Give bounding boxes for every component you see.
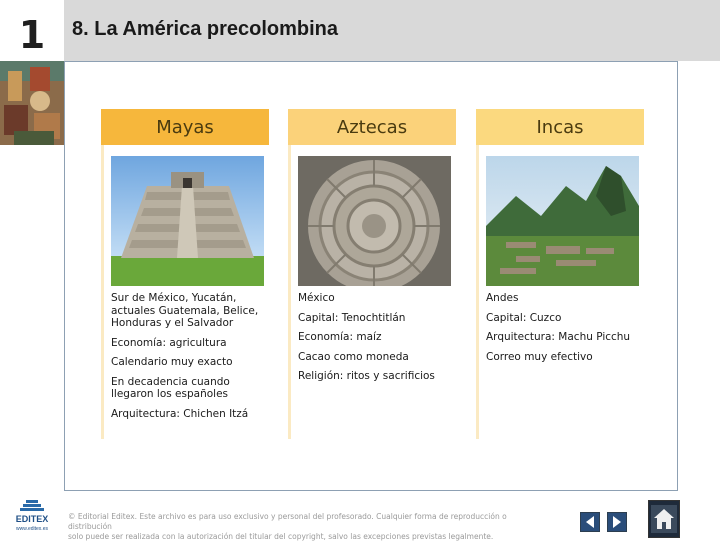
aztec-calendar-stone-image [298,156,451,286]
column-mayas [101,109,269,439]
column-heading: Mayas [101,109,269,145]
column-aztecas [288,109,456,439]
home-button[interactable] [648,500,680,538]
list-item: Capital: Tenochtitlán [298,311,406,324]
logo-text: EDITEX [15,514,49,524]
list-item: Economía: agricultura [111,336,227,349]
previous-button[interactable] [580,512,600,532]
chapter-mural-image [0,61,64,145]
list-item: Cacao como moneda [298,350,409,363]
list-item: Correo muy efectivo [486,350,593,363]
copyright-line: solo puede ser realizada con la autorización del titular del copyright, salvo las excepciones previstas legalmente. [68,532,494,541]
page-title: 8. La América precolombina [72,18,339,40]
list-item: Arquitectura: Machu Picchu [486,331,631,343]
column-heading: Incas [476,109,644,145]
list-item: Religión: ritos y sacrificios [298,370,435,382]
column-divider [288,145,291,439]
list-item: Arquitectura: Chichen Itzá [111,407,249,420]
column-divider [476,145,479,439]
column-text [486,292,641,370]
list-item: En decadencia cuando llegaron los españoles [111,375,230,400]
prev-arrow-icon [581,513,599,531]
column-incas [476,109,644,439]
editex-logo [10,498,54,538]
list-item: Capital: Cuzco [486,311,562,324]
home-icon [649,501,679,537]
list-item: Calendario muy exacto [111,356,233,368]
copyright-line: © Editorial Editex. Este archivo es para uso exclusivo y personal del profesorado. Cualquier forma de reproducción o distribución [68,512,507,531]
next-button[interactable] [607,512,627,532]
list-item: Economía: maíz [298,331,382,343]
copyright-notice [68,512,508,542]
column-divider [101,145,104,439]
list-item: Andes [486,292,519,304]
machu-picchu-image [486,156,639,286]
column-text [298,292,453,390]
logo-url: www.editex.es [16,526,48,532]
column-heading: Aztecas [288,109,456,145]
list-item: México [298,292,335,304]
next-arrow-icon [608,513,626,531]
list-item: Sur de México, Yucatán, actuales Guatemala, Belice, Honduras y el Salvador [111,292,259,329]
chapter-number: 1 [0,0,64,61]
chichen-itza-image [111,156,264,286]
column-text [111,292,266,427]
